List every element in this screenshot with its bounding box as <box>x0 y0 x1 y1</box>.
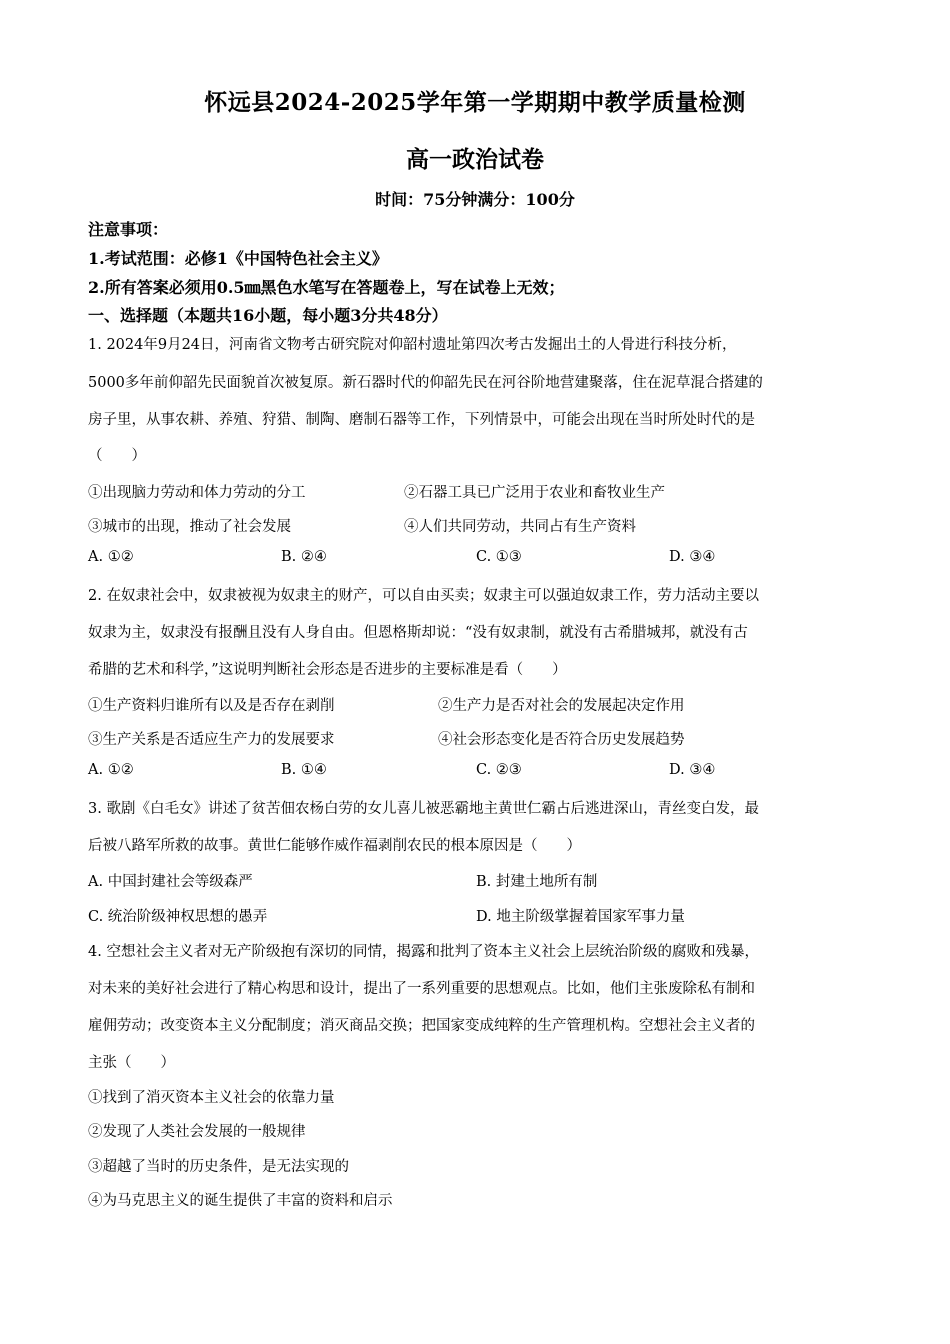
q2-statement: ①生产资料归谁所有以及是否存在剥削 <box>88 698 335 714</box>
notes-heading: 注意事项： <box>88 220 169 239</box>
q2-statement: ②生产力是否对社会的发展起决定作用 <box>438 698 685 714</box>
q2-option-c: C. ②③ <box>476 762 522 778</box>
q1-stem-line: 房子里，从事农耕、养殖、狩猎、制陶、磨制石器等工作，下列情景中，可能会出现在当时所处时代的是 <box>88 412 755 428</box>
q2-option-a: A. ①② <box>88 762 134 778</box>
q1-option-d: D. ③④ <box>669 549 716 565</box>
q1-option-a: A. ①② <box>88 549 134 565</box>
q4-statement: ①找到了消灭资本主义社会的依靠力量 <box>88 1090 335 1106</box>
q4-stem-line: 4. 空想社会主义者对无产阶级抱有深切的同情，揭露和批判了资本主义社会上层统治阶级的腐败和残暴， <box>88 944 759 960</box>
q1-option-b: B. ②④ <box>281 549 327 565</box>
q2-stem-line: 奴隶为主，奴隶没有报酬且没有人身自由。但恩格斯却说：“没有奴隶制，就没有古希腊城邦，就没有古 <box>88 625 748 641</box>
q4-stem-line: 雇佣劳动；改变资本主义分配制度；消灭商品交换；把国家变成纯粹的生产管理机构。空想社会主义者的 <box>88 1018 755 1034</box>
time-info: 时间：75分钟满分：100分 <box>375 190 575 209</box>
q3-stem-line: 3. 歌剧《白毛女》讲述了贫苦佃农杨白劳的女儿喜儿被恶霸地主黄世仁霸占后逃进深山，青丝变白发，最 <box>88 801 759 817</box>
q1-stem-line: 5000多年前仰韶先民面貌首次被复原。新石器时代的仰韶先民在河谷阶地营建聚落，住在泥草混合搭建的 <box>88 375 763 391</box>
note-item: 2.所有答案必须用0.5㎜黑色水笔写在答题卷上，写在试卷上无效； <box>88 278 565 297</box>
q2-option-b: B. ①④ <box>281 762 327 778</box>
q1-stem-line: （ ） <box>88 448 146 464</box>
q1-statement: ③城市的出现，推动了社会发展 <box>88 519 291 535</box>
q4-statement: ④为马克思主义的诞生提供了丰富的资料和启示 <box>88 1193 393 1209</box>
q2-statement: ③生产关系是否适应生产力的发展要求 <box>88 732 335 748</box>
q1-statement: ②石器工具已广泛用于农业和畜牧业生产 <box>404 485 665 501</box>
q2-stem-line: 2. 在奴隶社会中，奴隶被视为奴隶主的财产，可以自由买卖；奴隶主可以强迫奴隶工作，劳力活动主要以 <box>88 588 759 604</box>
q2-statement: ④社会形态变化是否符合历史发展趋势 <box>438 732 685 748</box>
q2-stem-line: 希腊的艺术和科学，”这说明判断社会形态是否进步的主要标准是看（ ） <box>88 662 567 678</box>
q2-option-d: D. ③④ <box>669 762 716 778</box>
q1-stem-line: 1. 2024年9月24日，河南省文物考古研究院对仰韶村遗址第四次考古发掘出土的人骨进行科技分析， <box>88 337 737 353</box>
note-item: 1.考试范围：必修1《中国特色社会主义》 <box>88 249 388 268</box>
q4-statement: ②发现了人类社会发展的一般规律 <box>88 1124 306 1140</box>
q1-statement: ④人们共同劳动，共同占有生产资料 <box>404 519 636 535</box>
q1-statement: ①出现脑力劳动和体力劳动的分工 <box>88 485 306 501</box>
q4-stem-line: 主张（ ） <box>88 1055 175 1071</box>
exam-title: 怀远县2024-2025学年第一学期期中教学质量检测 <box>204 89 746 116</box>
q4-statement: ③超越了当时的历史条件，是无法实现的 <box>88 1159 349 1175</box>
section-heading: 一、选择题（本题共16小题，每小题3分共48分） <box>88 306 448 325</box>
q3-option-b: B. 封建土地所有制 <box>476 874 598 890</box>
q1-option-c: C. ①③ <box>476 549 522 565</box>
q3-option-a: A. 中国封建社会等级森严 <box>88 874 253 890</box>
q3-option-d: D. 地主阶级掌握着国家军事力量 <box>476 909 685 925</box>
exam-subtitle: 高一政治试卷 <box>406 146 544 173</box>
q3-stem-line: 后被八路军所救的故事。黄世仁能够作威作福剥削农民的根本原因是（ ） <box>88 838 581 854</box>
q3-option-c: C. 统治阶级神权思想的愚弄 <box>88 909 268 925</box>
q4-stem-line: 对未来的美好社会进行了精心构思和设计，提出了一系列重要的思想观点。比如，他们主张废除私有制和 <box>88 981 755 997</box>
